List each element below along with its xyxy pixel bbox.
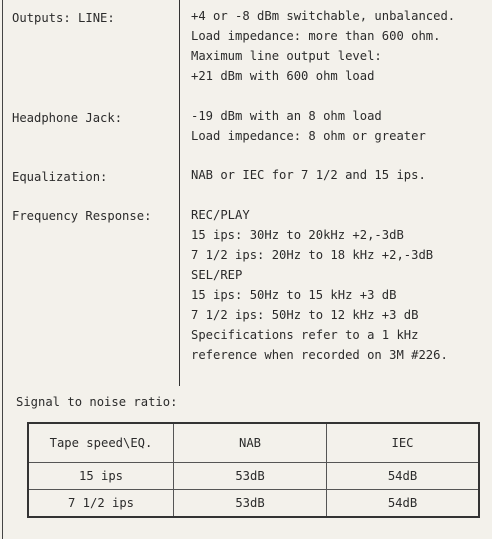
- spec-label-outputs: Outputs: LINE:: [12, 11, 115, 25]
- table-cell: 53dB: [174, 463, 327, 490]
- spec-line: REC/PLAY: [191, 208, 250, 222]
- spec-line: 15 ips: 50Hz to 15 kHz +3 dB: [191, 288, 397, 302]
- spec-line: +21 dBm with 600 ohm load: [191, 69, 375, 83]
- spec-line: Maximum line output level:: [191, 49, 382, 63]
- spec-line: SEL/REP: [191, 268, 243, 282]
- table-row: [28, 463, 479, 490]
- spec-values-headphone: [191, 106, 426, 146]
- table-cell: 53dB: [174, 490, 327, 518]
- spec-label-equalization: Equalization:: [12, 170, 108, 184]
- table-cell: 15 ips: [28, 463, 174, 490]
- spec-label-headphone: Headphone Jack:: [12, 111, 123, 125]
- spec-line: NAB or IEC for 7 1/2 and 15 ips.: [191, 168, 426, 182]
- spec-values-frequency-response: [191, 205, 448, 365]
- table-cell: 54dB: [327, 490, 480, 518]
- spec-line: 15 ips: 30Hz to 20kHz +2,-3dB: [191, 228, 404, 242]
- table-header-row: [28, 423, 479, 463]
- spec-line: -19 dBm with an 8 ohm load: [191, 109, 382, 123]
- spec-label-frequency-response: Frequency Response:: [12, 209, 152, 223]
- column-divider-line: [179, 0, 180, 386]
- header-cell: NAB: [174, 423, 327, 463]
- spec-line: Load impedance: more than 600 ohm.: [191, 29, 441, 43]
- spec-values-outputs: [191, 6, 455, 86]
- spec-line: +4 or -8 dBm switchable, unbalanced.: [191, 9, 456, 23]
- spec-line: reference when recorded on 3M #226.: [191, 348, 448, 362]
- table-row: [28, 490, 479, 518]
- spec-line: Load impedance: 8 ohm or greater: [191, 129, 426, 143]
- snr-table: [27, 422, 480, 518]
- table-cell: 7 1/2 ips: [28, 490, 174, 518]
- table-cell: 54dB: [327, 463, 480, 490]
- spec-values-equalization: [191, 165, 426, 185]
- snr-title: Signal to noise ratio:: [16, 395, 178, 409]
- header-cell: IEC: [327, 423, 480, 463]
- spec-line: 7 1/2 ips: 50Hz to 12 kHz +3 dB: [191, 308, 419, 322]
- spec-line: Specifications refer to a 1 kHz: [191, 328, 419, 342]
- spec-line: 7 1/2 ips: 20Hz to 18 kHz +2,-3dB: [191, 248, 434, 262]
- header-cell: Tape speed\EQ.: [28, 423, 174, 463]
- page-edge-line: [2, 0, 3, 539]
